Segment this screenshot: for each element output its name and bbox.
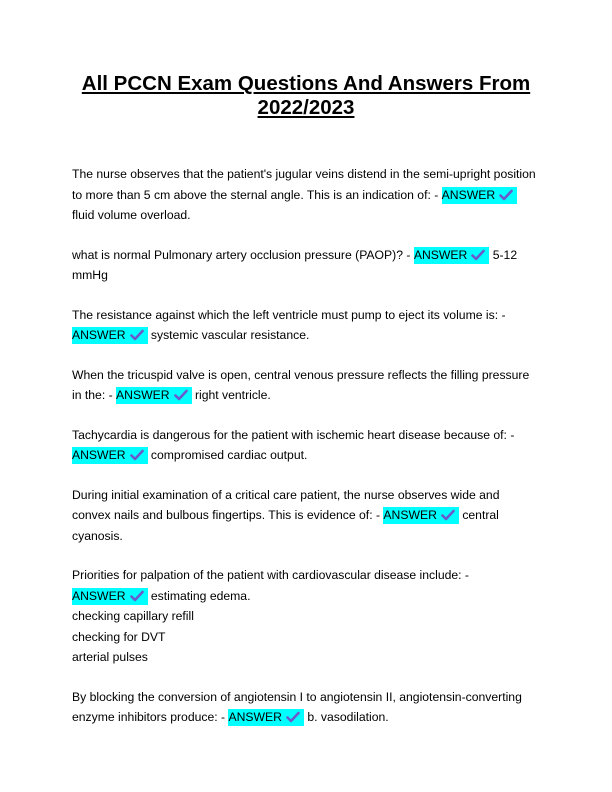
answer-label: ANSWER	[441, 187, 496, 202]
question-text: The resistance against which the left ventricle must pump to eject its volume is: -	[72, 307, 506, 322]
check-icon	[286, 711, 300, 723]
answer-label: ANSWER	[228, 710, 282, 724]
qa-item	[72, 425, 540, 466]
answer-text: 5-12 mmHg	[72, 247, 518, 282]
answer-badge	[228, 709, 304, 726]
answer-badge	[72, 447, 148, 464]
answer-badge	[72, 327, 148, 344]
answer-extra-line: checking capillary refill	[72, 609, 194, 623]
check-icon	[130, 590, 144, 602]
answer-text: systemic vascular resistance.	[150, 328, 310, 342]
question-text: During initial examination of a critical care patient, the nurse observes wide and convex nails and bulbous fingertips. This is evidence of: -	[72, 487, 500, 522]
qa-item	[72, 485, 540, 547]
answer-label: ANSWER	[116, 388, 170, 402]
answer-text: estimating edema.	[150, 588, 251, 603]
answer-text: right ventricle.	[194, 388, 271, 402]
question-text: Tachycardia is dangerous for the patient with ischemic heart disease because of: -	[72, 427, 515, 442]
answer-badge	[72, 588, 148, 605]
answer-text: fluid volume overload.	[72, 208, 191, 222]
answer-label: ANSWER	[72, 448, 126, 462]
answer-badge	[383, 507, 459, 524]
answer-badge	[442, 187, 518, 204]
check-icon	[441, 509, 455, 521]
answer-label: ANSWER	[413, 247, 468, 262]
document-title: All PCCN Exam Questions And Answers From 2022/2023	[81, 72, 531, 119]
answer-label: ANSWER	[383, 508, 437, 522]
qa-item	[72, 164, 540, 226]
answer-text: central cyanosis.	[72, 508, 499, 543]
question-text: When the tricuspid valve is open, central venous pressure reflects the filling pressure in the: -	[72, 367, 530, 402]
question-text: By blocking the conversion of angiotensin I to angiotensin II, angiotensin-converting enzyme inhibitors produce: -	[72, 689, 522, 724]
check-icon	[471, 249, 485, 261]
qa-item	[72, 245, 540, 286]
check-icon	[130, 329, 144, 341]
qa-list	[72, 164, 540, 728]
answer-text: compromised cardiac output.	[150, 448, 308, 462]
question-text: what is normal Pulmonary artery occlusion pressure (PAOP)? -	[72, 247, 411, 262]
question-text: The nurse observes that the patient's jugular veins distend in the semi-upright position to more than 5 cm above the sternal angle. This is an indication of: -	[72, 167, 536, 202]
qa-item	[72, 565, 540, 668]
answer-badge	[116, 387, 192, 404]
check-icon	[130, 449, 144, 461]
answer-text: b. vasodilation.	[307, 710, 389, 724]
check-icon	[499, 189, 513, 201]
qa-item	[72, 365, 540, 406]
answer-extra-line: checking for DVT	[72, 629, 166, 644]
answer-label: ANSWER	[72, 328, 126, 342]
question-text: Priorities for palpation of the patient with cardiovascular disease include: -	[72, 568, 469, 582]
answer-label: ANSWER	[72, 588, 126, 603]
check-icon	[174, 389, 188, 401]
answer-extra-line: arterial pulses	[72, 650, 148, 664]
qa-item	[72, 305, 540, 346]
qa-item	[72, 687, 540, 728]
answer-badge	[414, 247, 490, 264]
